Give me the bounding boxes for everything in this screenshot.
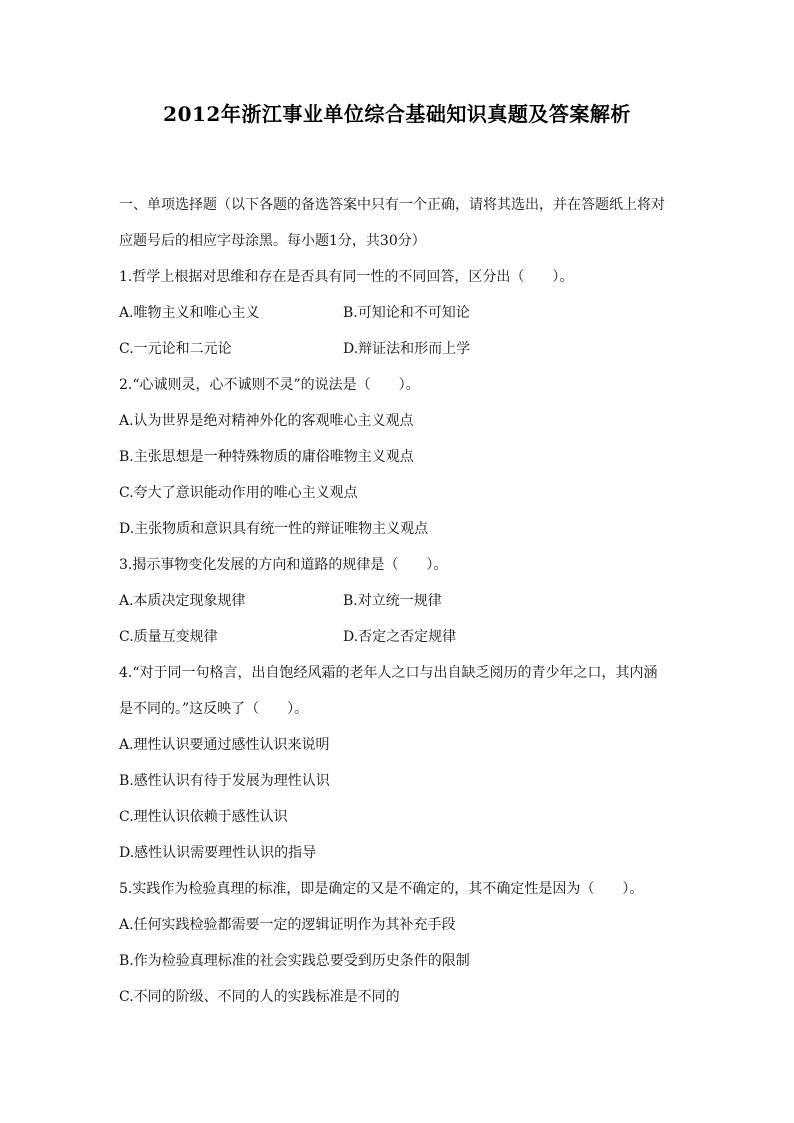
question-4-option-d: D.感性认识需要理性认识的指导 (119, 845, 317, 861)
question-4-stem-line-2: 是不同的。”这反映了（ ）。 (119, 701, 309, 717)
question-4-option-c: C.理性认识依赖于感性认识 (119, 809, 288, 825)
section-intro-line-2: 应题号后的相应字母涂黑。每小题1分，共30分） (119, 233, 426, 249)
question-2-option-d: D.主张物质和意识具有统一性的辩证唯物主义观点 (119, 521, 429, 537)
question-5-option-c: C.不同的阶级、不同的人的实践标准是不同的 (119, 989, 400, 1005)
section-intro-line-1: 一、单项选择题（以下各题的备选答案中只有一个正确，请将其选出，并在答题纸上将对 (119, 197, 665, 213)
question-3-option-c: C.质量互变规律 (119, 629, 218, 645)
question-3-option-d: D.否定之否定规律 (343, 629, 457, 645)
question-1-option-d: D.辩证法和形而上学 (343, 341, 471, 357)
document-title: 2012年浙江事业单位综合基础知识真题及答案解析 (163, 102, 631, 126)
question-4-option-b: B.感性认识有待于发展为理性认识 (119, 773, 330, 789)
question-3-option-b: B.对立统一规律 (343, 593, 442, 609)
question-4-stem-line-1: 4.“对于同一句格言，出自饱经风霜的老年人之口与出自缺乏阅历的青少年之口，其内涵 (119, 665, 658, 681)
question-2-option-c: C.夸大了意识能动作用的唯心主义观点 (119, 485, 358, 501)
question-2-option-a: A.认为世界是绝对精神外化的客观唯心主义观点 (119, 413, 414, 429)
question-1-stem: 1.哲学上根据对思维和存在是否具有同一性的不同回答，区分出（ ）。 (119, 269, 574, 285)
question-3-stem: 3.揭示事物变化发展的方向和道路的规律是（ ）。 (119, 557, 448, 573)
question-1-option-b: B.可知论和不可知论 (343, 305, 470, 321)
question-5-option-b: B.作为检验真理标准的社会实践总要受到历史条件的限制 (119, 953, 470, 969)
question-4-option-a: A.理性认识要通过感性认识来说明 (119, 737, 330, 753)
question-3-option-a: A.本质决定现象规律 (119, 593, 246, 609)
question-1-option-c: C.一元论和二元论 (119, 341, 232, 357)
question-2-option-b: B.主张思想是一种特殊物质的庸俗唯物主义观点 (119, 449, 414, 465)
question-2-stem: 2.“心诚则灵，心不诚则不灵”的说法是（ ）。 (119, 377, 420, 393)
question-5-stem: 5.实践作为检验真理的标准，即是确定的又是不确定的，其不确定性是因为（ ）。 (119, 881, 644, 897)
question-1-option-a: A.唯物主义和唯心主义 (119, 305, 260, 321)
question-5-option-a: A.任何实践检验都需要一定的逻辑证明作为其补充手段 (119, 917, 456, 933)
